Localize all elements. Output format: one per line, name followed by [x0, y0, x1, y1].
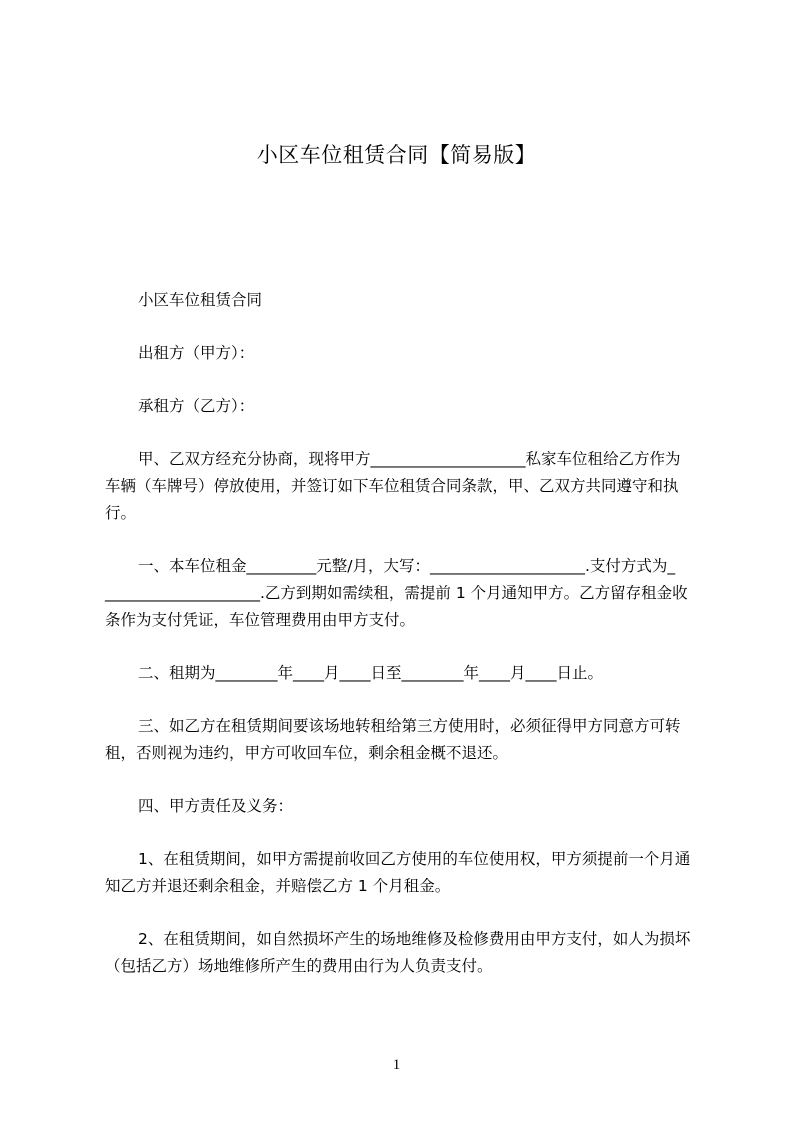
paragraph-contract-name	[105, 287, 705, 314]
paragraph-line: 甲、乙双方经充分协商，现将甲方____________________私家车位租给乙方作为	[138, 450, 681, 468]
paragraph-preamble	[105, 446, 705, 527]
paragraph-line: 三、如乙方在租赁期间要该场地转租给第三方使用时，必须征得甲方同意方可转	[138, 717, 681, 735]
paragraph-clause-2-term	[105, 660, 705, 687]
paragraph-line: 承租方（乙方）：	[138, 397, 255, 415]
paragraph-clause-1-rent	[105, 553, 705, 634]
paragraph-lessor	[105, 340, 705, 367]
paragraph-line: （包括乙方）场地维修所产生的费用由行为人负责支付。	[105, 957, 493, 975]
paragraph-clause-4-item-2	[105, 926, 705, 980]
page-number: 1	[392, 1057, 401, 1073]
paragraph-clause-4-item-1	[105, 846, 705, 900]
paragraph-line: 知乙方并退还剩余租金，并赔偿乙方 1 个月租金。	[105, 877, 451, 895]
document-title: 小区车位租赁合同【简易版】	[256, 143, 537, 167]
paragraph-line: 小区车位租赁合同	[138, 291, 263, 309]
paragraph-clause-4-heading	[105, 793, 705, 820]
paragraph-line: 行。	[105, 504, 137, 522]
paragraph-line: 条作为支付凭证，车位管理费用由甲方支付。	[105, 611, 416, 629]
paragraph-line: ____________________.乙方到期如需续租，需提前 1 个月通知甲方。乙方留存租金收	[105, 584, 688, 602]
paragraph-line: 四、甲方责任及义务：	[138, 797, 294, 815]
paragraph-clause-3-sublease	[105, 713, 705, 767]
document-body	[105, 287, 705, 1006]
paragraph-line: 二、租期为________年____月____日至________年____月____日止。	[138, 664, 604, 682]
paragraph-line: 车辆（车牌号）停放使用，并签订如下车位租赁合同条款，甲、乙双方共同遵守和执	[105, 477, 679, 495]
paragraph-lessee	[105, 393, 705, 420]
paragraph-line: 1、在租赁期间，如甲方需提前收回乙方使用的车位使用权，甲方须提前一个月通	[138, 850, 691, 868]
paragraph-line: 租，否则视为违约，甲方可收回车位，剩余租金概不退还。	[105, 744, 509, 762]
paragraph-line: 一、本车位租金_________元整/月，大写：____________________.支付方式为_	[138, 557, 676, 575]
paragraph-line: 出租方（甲方）：	[138, 344, 255, 362]
paragraph-line: 2、在租赁期间，如自然损坏产生的场地维修及检修费用由甲方支付，如人为损坏	[138, 930, 691, 948]
